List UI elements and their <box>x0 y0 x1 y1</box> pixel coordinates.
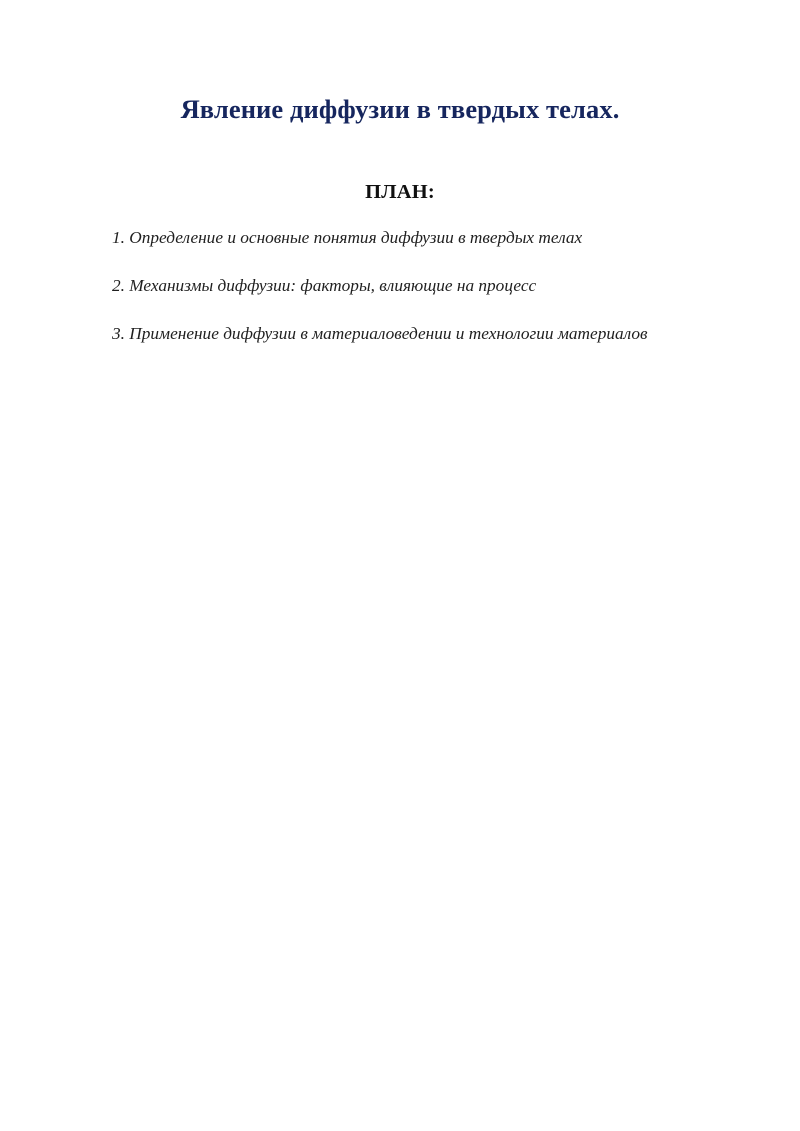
empty-page-area <box>0 360 800 1131</box>
list-item: 3. Применение диффузии в материаловедении и технологии материалов <box>112 324 648 344</box>
page-title: Явление диффузии в твердых телах. <box>180 93 620 124</box>
list-item: 1. Определение и основные понятия диффузии в твердых телах <box>112 228 583 247</box>
list-item: 2. Механизмы диффузии: факторы, влияющие на процесс <box>112 276 537 296</box>
plan-heading: ПЛАН: <box>365 181 435 203</box>
plan-list <box>112 227 730 345</box>
